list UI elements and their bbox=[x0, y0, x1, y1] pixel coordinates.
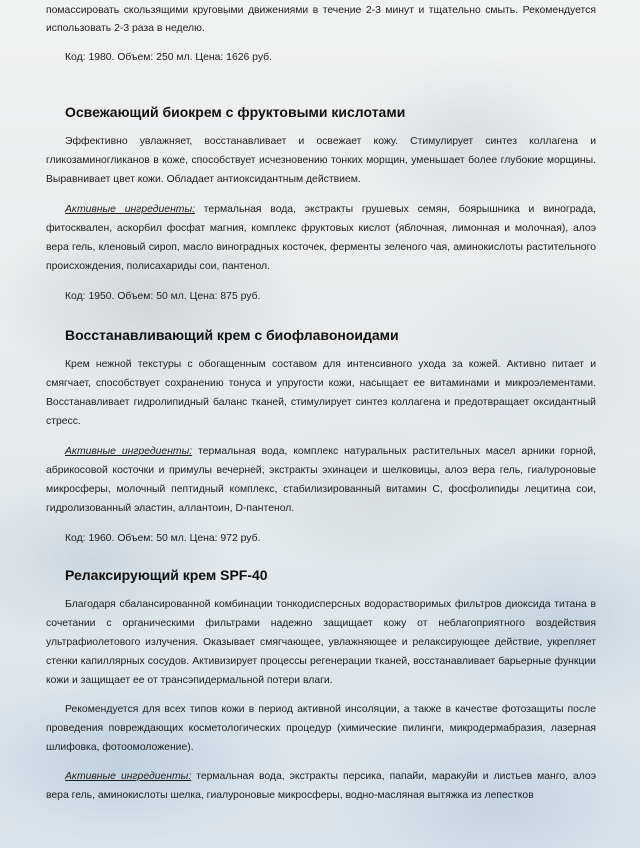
product-title: Релаксирующий крем SPF-40 bbox=[65, 567, 268, 583]
ingredients-label: Активные ингредиенты: bbox=[65, 204, 195, 215]
product-code-line: Код: 1950. Объем: 50 мл. Цена: 875 руб. bbox=[65, 291, 261, 302]
product-title: Восстанавливающий крем с биофлавоноидами bbox=[65, 327, 399, 343]
product-description: Крем нежной текстуры с обогащенным составом для интенсивного ухода за кожей. Активно питает и смягчает, способствует сохранению тонуса и упругости кожи, насыщает ее витаминами и микроэлементами. Восстанавливает гидролипидный баланс тканей, стимулирует синтез коллагена и предотвращает оксидантный стресс. bbox=[46, 359, 596, 427]
product-ingredients bbox=[46, 767, 596, 805]
intro-code-line: Код: 1980. Объем: 250 мл. Цена: 1626 руб. bbox=[65, 52, 272, 63]
product-ingredients bbox=[46, 200, 596, 276]
product-title: Освежающий биокрем с фруктовыми кислотами bbox=[65, 104, 406, 120]
ingredients-text: термальная вода, экстракты грушевых семян, боярышника и винограда, фитосквален, аскорбил фосфат магния, комплекс фруктовых кислот (яблочная, лимонная и молочная), алоэ вера гель, кленовый сироп, масло виноградных косточек, ферменты зеленого чая, аминокислоты растительного происхождения, полисахариды сои, пантенол. bbox=[46, 204, 597, 272]
product-section-fruit-acids bbox=[46, 102, 596, 306]
ingredients-label: Активные ингредиенты: bbox=[65, 446, 193, 457]
product-section-bioflavonoids bbox=[46, 325, 596, 548]
ingredients-label: Активные ингредиенты: bbox=[65, 771, 192, 782]
intro-text: помассировать скользящими круговыми движениями в течение 2-3 минут и тщательно смыть. Рекомендуется использовать 2-3 раза в неделю. bbox=[46, 5, 596, 34]
product-description: Благодаря сбалансированной комбинации тонкодисперсных водорастворимых фильтров диоксида титана в сочетании с органическими фильтрами надежно защищает кожу от неблагоприятного воздействия ультрафиолетового излучения. Оказывает смягчающее, увлажняющее и релаксирующее действие, укрепляет стенки капиллярных сосудов. Активизирует процессы регенерации тканей, восстанавливает барьерные функции кожи и защищает ее от трансэпидермальной потери влаги. bbox=[46, 599, 596, 686]
product-ingredients bbox=[46, 442, 596, 518]
product-code-line: Код: 1960. Объем: 50 мл. Цена: 972 руб. bbox=[65, 533, 261, 544]
ingredients-text: термальная вода, экстракты персика, папайи, маракуйи и листьев манго, алоэ вера гель, аминокислоты шелка, гиалуроновые микросферы, водно-масляная вытяжка из лепестков bbox=[46, 771, 597, 801]
product-description: Эффективно увлажняет, восстанавливает и освежает кожу. Стимулирует синтез коллагена и гликозаминогликанов в коже, способствует исчезновению тонких морщин, уменьшает более глубокие морщины. Выравнивает цвет кожи. Обладает антиоксидантным действием. bbox=[46, 136, 596, 185]
product-section-spf40 bbox=[46, 565, 596, 805]
intro-section bbox=[46, 0, 596, 67]
ingredients-text: термальная вода, комплекс натуральных растительных масел арники горной, абрикосовой косточки и примулы вечерней, экстракты эхинацеи и шелковицы, алоэ вера гель, гиалуроновые микросферы, молочный пептидный комплекс, стабилизированный витамин С, фосфолипиды лецитина сои, гидролизованный эластин, аллантоин, D-пантенол. bbox=[46, 446, 596, 514]
product-recommendation: Рекомендуется для всех типов кожи в период активной инсоляции, а также в качестве фотозащиты после проведения повреждающих косметологических процедур (химические пилинги, микродермабразия, лазерная шлифовка, фотоомоложение). bbox=[46, 704, 596, 753]
